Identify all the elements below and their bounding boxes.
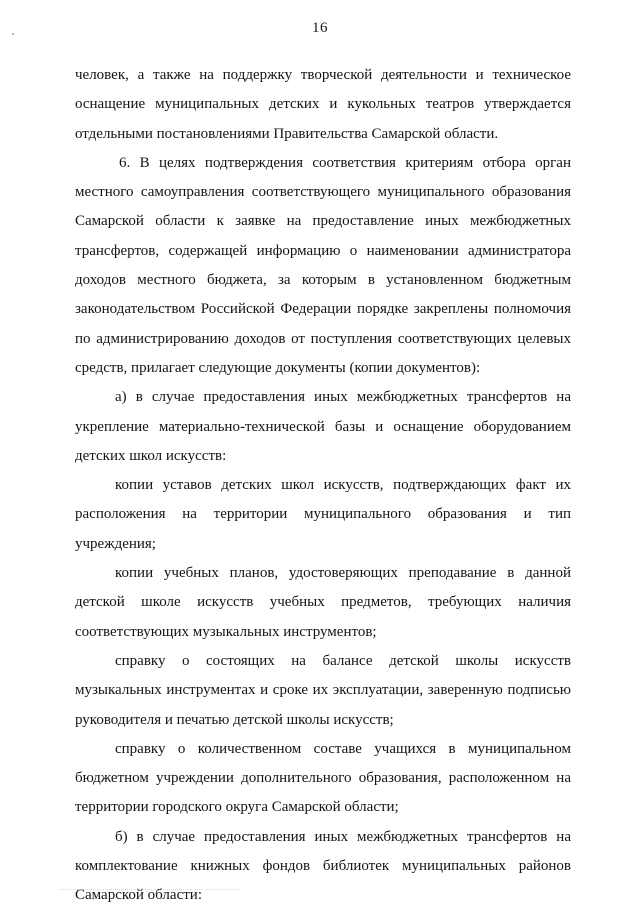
paragraph-subitem-a: а) в случае предоставления иных межбюджетных трансфертов на укрепление материально-технической базы и оснащение оборудованием детских школ искусств: <box>75 389 571 464</box>
scan-edge-artifact <box>60 889 240 896</box>
paragraph-students-certificate: справку о количественном составе учащихся в муниципальном бюджетном учреждении дополнительного образования, расположенном на территории городского округа Самарской области; <box>75 740 571 816</box>
paragraph-item-6: 6. В целях подтверждения соответствия критериям отбора орган местного самоуправления соответствующего муниципального образования Самарской области к заявке на предоставление иных межбюджетных трансфертов, содержащей информацию о наименовании администратора доходов местного бюджета, за которым в установленном бюджетным законодательством Российской Федерации порядке закреплены полномочия по администрированию доходов от поступления соответствующих целевых средств, прилагает следующие документы (копии документов): <box>75 154 571 376</box>
paragraph-instruments-certificate: справку о состоящих на балансе детской школы искусств музыкальных инструментах и сроке их эксплуатации, заверенную подписью руководителя и печатью детской школы искусств; <box>75 652 571 728</box>
page-number: 16 <box>312 20 328 36</box>
paragraph-subitem-b: б) в случае предоставления иных межбюджетных трансфертов на комплектование книжных фондов библиотек муниципальных районов Самарской области: <box>75 828 571 904</box>
paragraph-curricula: копии учебных планов, удостоверяющих преподавание в данной детской школе искусств учебных предметов, требующих наличия соответствующих музыкальных инструментов; <box>75 565 571 640</box>
paragraph-continuation: человек, а также на поддержку творческой деятельности и техническое оснащение муниципальных детских и кукольных театров утверждается отдельными постановлениями Правительства Самарской области. <box>75 67 571 142</box>
paragraph-charters: копии уставов детских школ искусств, подтверждающих факт их расположения на территории муниципального образования и тип учреждения; <box>75 477 571 552</box>
document-body <box>75 61 571 911</box>
